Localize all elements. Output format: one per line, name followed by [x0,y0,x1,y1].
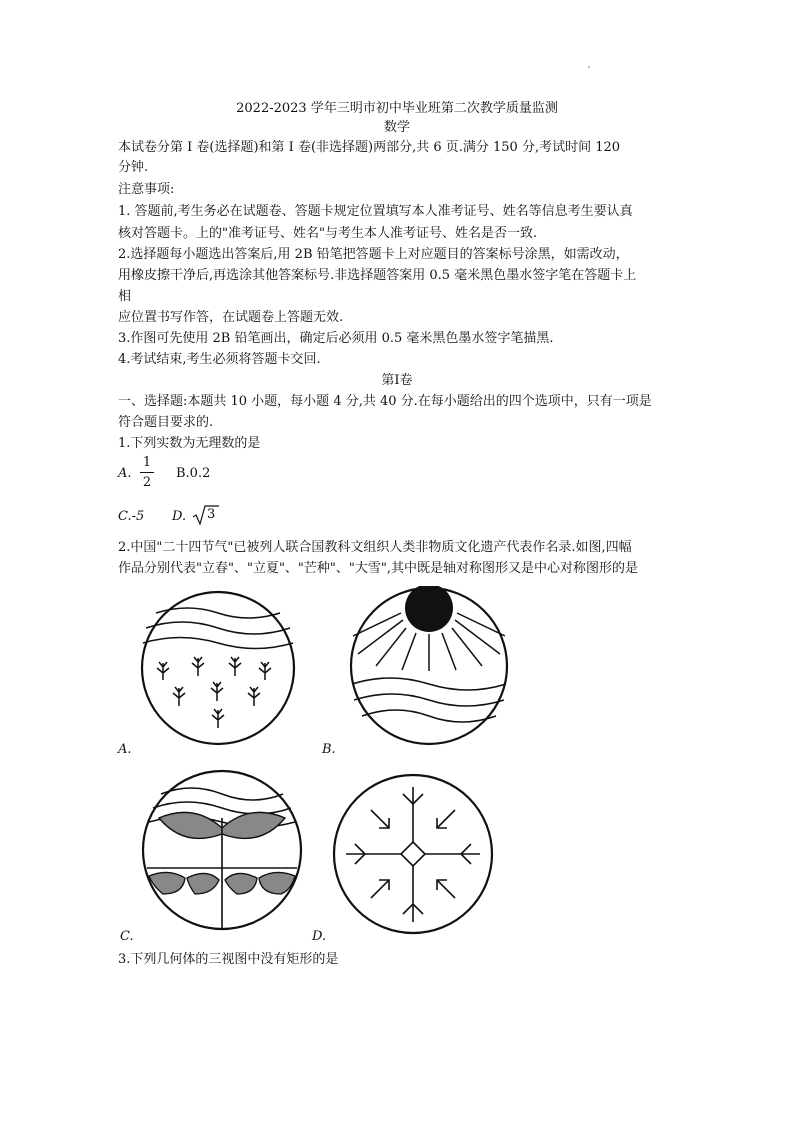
section-desc-1: 一、选择题:本题共 10 小题，每小题 4 分,共 40 分.在每小题给出的四个选项中，只有一项是 [118,394,652,409]
q1-option-a-label: A. [118,466,132,481]
q2-stem-1: 2.中国"二十四节气"已被列人联合国教科文组织人类非物质文化遗产代表作名录.如图,四幅 [118,540,632,555]
q1-a-fraction-bar [140,472,154,473]
figure-b-lixia [340,586,518,750]
figure-d-label: D. [312,929,327,944]
exam-title: 2022-2023 学年三明市初中毕业班第二次教学质量监测 [236,101,558,116]
notice-3: 3.作图可先使用 2B 铅笔画出，确定后必须用 0.5 毫米黑色墨水签字笔描黑. [118,331,554,346]
notice-2b: 用橡皮擦干净后,再选涂其他答案标号.非选择题答案用 0.5 毫米黑色墨水签字笔在答题卡上 [118,268,637,283]
notice-2a: 2.选择题每小题选出答案后,用 2B 铅笔把答题卡上对应题目的答案标号涂黑，如需改动， [118,247,629,262]
figure-a-lichun [138,588,298,748]
q1-a-denominator: 2 [142,475,152,490]
notice-4: 4.考试结束,考生必须将答题卡交回. [118,352,321,367]
q1-option-c: C.-5 [118,509,145,524]
notice-title: 注意事项: [118,182,175,197]
section-title: 第Ⅰ卷 [381,373,413,388]
figure-c-mangzhong [139,768,305,932]
q2-stem-2: 作品分别代表"立春"、"立夏"、"芒种"、"大雪",其中既是轴对称图形又是中心对称图形的是 [118,561,638,576]
intro-line-2: 分钟. [118,160,149,175]
notice-1a: 1. 答题前,考生务必在试题卷、答题卡规定位置填写本人准考证号、姓名等信息考生要认真 [118,204,633,219]
notice-1b: 核对答题卡。上的"准考证号、姓名"与考生本人准考证号、姓名是否一致. [118,226,538,241]
q1-stem: 1.下列实数为无理数的是 [118,436,261,451]
notice-2d: 应位置书写作答，在试题卷上答题无效. [118,310,344,325]
figure-b-label: B. [322,742,336,757]
notice-2c: 相 [118,289,132,304]
figure-d-daxue [329,772,497,936]
exam-subject: 数学 [383,120,410,135]
q1-a-numerator: 1 [142,455,152,470]
section-desc-2: 符合题目要求的. [118,415,214,430]
intro-line-1: 本试卷分第 I 卷(选择题)和第 I 卷(非选择题)两部分,共 6 页.满分 150 分,考试时间 120 [118,140,621,155]
q3-stem: 3.下列几何体的三视图中没有矩形的是 [118,952,339,967]
figure-c-label: C. [120,929,134,944]
scan-dot [588,66,590,68]
q1-option-d-label: D. [172,509,187,524]
q1-option-b: B.0.2 [176,466,211,481]
q1-option-d-value: 3 [207,507,216,522]
figure-a-label: A. [118,742,132,757]
sqrt-sign-icon [192,504,220,526]
